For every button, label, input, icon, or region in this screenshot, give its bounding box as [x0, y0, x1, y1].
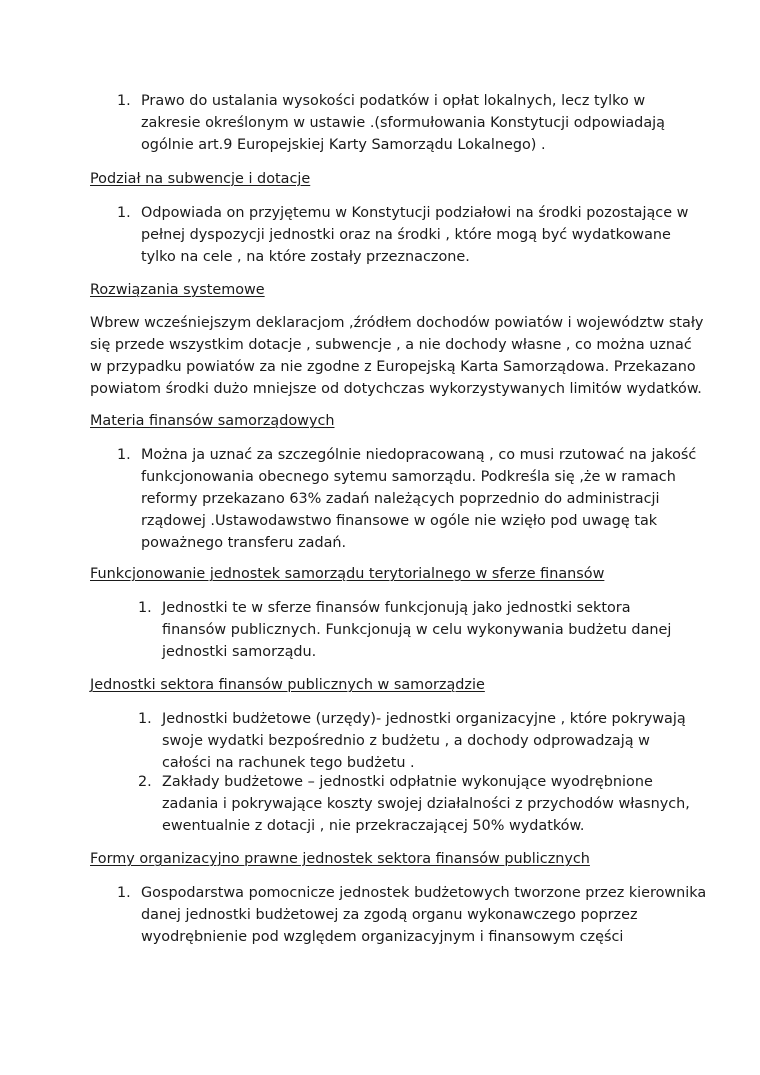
list-line: danej jednostki budżetowej za zgodą organu wykonawczego poprzez [141, 907, 638, 923]
list-item-jednostki-te [138, 597, 671, 663]
paragraph-line: Wbrew wcześniejszym deklaracjom ,źródłem dochodów powiatów i województw stały [90, 315, 704, 331]
paragraph-line: powiatom środki dużo mniejsze od dotychczas wykorzystywanych limitów wydatków. [90, 381, 702, 397]
list-item-mozna [117, 444, 696, 554]
list-item-jednostki-budzetowe [138, 708, 686, 774]
list-line: Można ja uznać za szczególnie niedopracowaną , co musi rzutować na jakość [141, 447, 697, 463]
list-number: 1. [138, 600, 152, 616]
list-number: 1. [117, 447, 131, 463]
list-line: rządowej .Ustawodawstwo finansowe w ogóle nie wzięło pod uwagę tak [141, 513, 658, 529]
list-line: ogólnie art.9 Europejskiej Karty Samorządu Lokalnego) . [141, 137, 546, 153]
list-line: zakresie określonym w ustawie .(sformułowania Konstytucji odpowiadają [141, 115, 665, 131]
section-heading-materia: Materia finansów samorządowych [90, 413, 335, 429]
list-line: reformy przekazano 63% zadań należących poprzednio do administracji [141, 491, 660, 507]
section-heading-funkcjonowanie: Funkcjonowanie jednostek samorządu terytorialnego w sferze finansów [90, 566, 605, 582]
list-item-gospodarstwa [117, 882, 706, 948]
list-number: 2. [138, 774, 152, 790]
list-line: pełnej dyspozycji jednostki oraz na środki , które mogą być wydatkowane [141, 227, 671, 243]
list-number: 1. [138, 711, 152, 727]
section-heading-subwencje: Podział na subwencje i dotacje [90, 171, 311, 187]
list-line: tylko na cele , na które zostały przeznaczone. [141, 249, 470, 265]
list-line: wyodrębnienie pod względem organizacyjnym i finansowym części [141, 929, 624, 945]
list-item-prawo [117, 90, 665, 156]
section-heading-rozwiazania: Rozwiązania systemowe [90, 282, 265, 298]
list-line: Zakłady budżetowe – jednostki odpłatnie wykonujące wyodrębnione [162, 774, 653, 790]
list-item-zaklady-budzetowe [138, 771, 690, 837]
section-heading-jednostki-sektora: Jednostki sektora finansów publicznych w samorządzie [90, 677, 485, 693]
list-line: Prawo do ustalania wysokości podatków i opłat lokalnych, lecz tylko w [141, 93, 646, 109]
list-line: ewentualnie z dotacji , nie przekraczającej 50% wydatków. [162, 818, 585, 834]
list-line: swoje wydatki bezpośrednio z budżetu , a dochody odprowadzają w [162, 733, 650, 749]
section-heading-formy: Formy organizacyjno prawne jednostek sektora finansów publicznych [90, 851, 590, 867]
list-line: funkcjonowania obecnego sytemu samorządu. Podkreśla się ,że w ramach [141, 469, 676, 485]
paragraph-wbrew [90, 312, 703, 400]
list-line: Gospodarstwa pomocnicze jednostek budżetowych tworzone przez kierownika [141, 885, 707, 901]
list-number: 1. [117, 205, 131, 221]
list-line: Jednostki budżetowe (urzędy)- jednostki organizacyjne , które pokrywają [162, 711, 686, 727]
list-line: poważnego transferu zadań. [141, 535, 347, 551]
list-line: zadania i pokrywające koszty swojej działalności z przychodów własnych, [162, 796, 690, 812]
list-number: 1. [117, 885, 131, 901]
list-number: 1. [117, 93, 131, 109]
paragraph-line: się przede wszystkim dotacje , subwencje , a nie dochody własne , co można uznać [90, 337, 692, 353]
list-line: Odpowiada on przyjętemu w Konstytucji podziałowi na środki pozostające w [141, 205, 689, 221]
paragraph-line: w przypadku powiatów za nie zgodne z Europejską Karta Samorządowa. Przekazano [90, 359, 696, 375]
list-line: całości na rachunek tego budżetu . [162, 755, 415, 771]
list-line: jednostki samorządu. [162, 644, 317, 660]
list-line: Jednostki te w sferze finansów funkcjonują jako jednostki sektora [162, 600, 631, 616]
list-line: finansów publicznych. Funkcjonują w celu wykonywania budżetu danej [162, 622, 672, 638]
list-item-odpowiada [117, 202, 688, 268]
